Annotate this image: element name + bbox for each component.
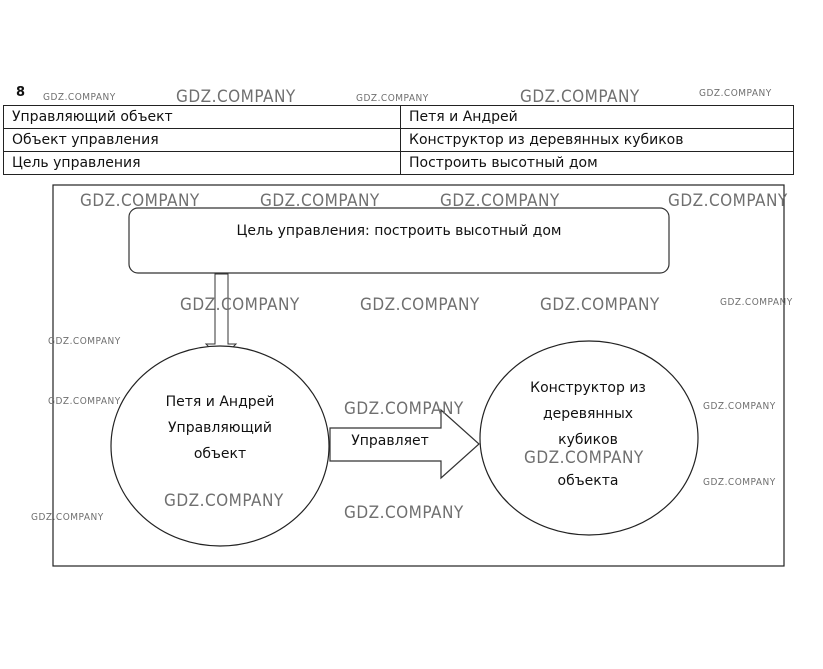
- watermark: GDZ.COMPANY: [344, 503, 464, 523]
- controller-name: Петя и Андрей: [165, 394, 275, 410]
- controlled-line-2: деревянных: [542, 406, 634, 422]
- controller-role-suffix: объект: [193, 446, 247, 462]
- watermark: GDZ.COMPANY: [176, 87, 296, 107]
- watermark: GDZ.COMPANY: [80, 191, 200, 211]
- watermark: GDZ.COMPANY: [356, 93, 429, 104]
- goal-label: Цель управления: построить высотный дом: [236, 223, 562, 239]
- arrow-label: Управляет: [351, 433, 429, 449]
- watermark: GDZ.COMPANY: [524, 448, 644, 468]
- watermark: GDZ.COMPANY: [540, 295, 660, 315]
- watermark: GDZ.COMPANY: [520, 87, 640, 107]
- controlled-line-1: Конструктор из: [530, 380, 646, 396]
- table-cell-term: Управляющий объект: [4, 106, 401, 129]
- watermark: GDZ.COMPANY: [668, 191, 788, 211]
- watermark: GDZ.COMPANY: [164, 491, 284, 511]
- watermark: GDZ.COMPANY: [699, 88, 772, 99]
- watermark: GDZ.COMPANY: [720, 297, 793, 308]
- controlled-line-3: кубиков: [558, 432, 618, 448]
- table-cell-term: Цель управления: [4, 152, 401, 175]
- table-cell-value: Петя и Андрей: [401, 106, 794, 129]
- task-number: 8: [16, 85, 26, 100]
- watermark: GDZ.COMPANY: [360, 295, 480, 315]
- table-cell-value: Построить высотный дом: [401, 152, 794, 175]
- watermark: GDZ.COMPANY: [43, 92, 116, 103]
- watermark: GDZ.COMPANY: [260, 191, 380, 211]
- watermark: GDZ.COMPANY: [344, 399, 464, 419]
- controller-role: Управляющий: [168, 420, 272, 436]
- controlled-line-4: объекта: [557, 473, 619, 489]
- watermark: GDZ.COMPANY: [180, 295, 300, 315]
- watermark: GDZ.COMPANY: [31, 512, 104, 523]
- table-cell-value: Конструктор из деревянных кубиков: [401, 129, 794, 152]
- table-cell-term: Объект управления: [4, 129, 401, 152]
- watermark: GDZ.COMPANY: [440, 191, 560, 211]
- watermark: GDZ.COMPANY: [703, 477, 776, 488]
- watermark: GDZ.COMPANY: [48, 336, 121, 347]
- watermark: GDZ.COMPANY: [48, 396, 121, 407]
- watermark: GDZ.COMPANY: [703, 401, 776, 412]
